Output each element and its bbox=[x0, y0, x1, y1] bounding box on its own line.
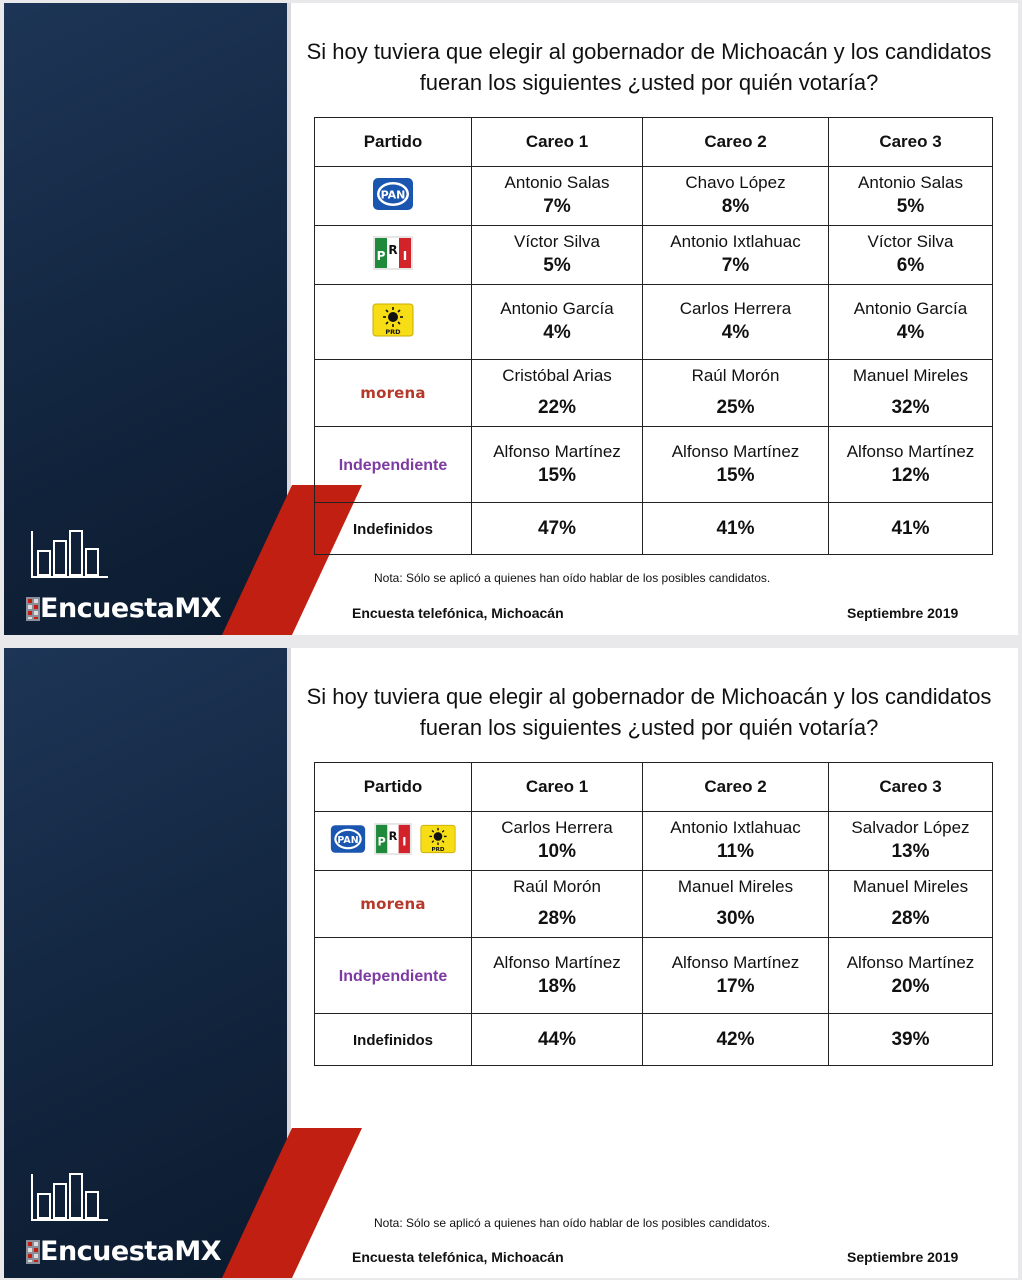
candidate-cell bbox=[829, 938, 993, 1014]
table-row bbox=[315, 812, 993, 871]
candidate-pct: 6% bbox=[896, 255, 925, 276]
candidate-pct: 28% bbox=[891, 908, 930, 929]
candidate-pct: 13% bbox=[891, 841, 930, 862]
candidate-cell bbox=[472, 167, 643, 226]
poll-table bbox=[314, 762, 993, 1066]
header-careo-3: Careo 3 bbox=[829, 763, 993, 812]
brand-name: EncuestaMX bbox=[40, 1236, 222, 1267]
table-row bbox=[315, 938, 993, 1014]
candidate-name: Antonio García bbox=[853, 299, 968, 318]
candidate-name: Alfonso Martínez bbox=[493, 441, 621, 461]
undecided-cell bbox=[643, 503, 829, 555]
undecided-pct: 41% bbox=[716, 517, 755, 539]
slide-title: Si hoy tuviera que elegir al gobernador de Michoacán y los candidatos fueran los siguientes ¿usted por quién votaría? bbox=[306, 684, 992, 740]
pan-logo-text: PAN bbox=[337, 834, 359, 846]
party-cell bbox=[315, 938, 472, 1014]
undecided-pct: 44% bbox=[537, 1028, 577, 1050]
undecided-pct: 47% bbox=[537, 517, 577, 539]
candidate-cell bbox=[472, 871, 643, 938]
pri-letter-i: I bbox=[402, 248, 408, 263]
table-row bbox=[315, 871, 993, 938]
undecided-pct: 41% bbox=[891, 517, 930, 539]
indefinidos-label: Indefinidos bbox=[353, 520, 433, 538]
party-cell bbox=[315, 871, 472, 938]
candidate-cell bbox=[829, 871, 993, 938]
footnote: Nota: Sólo se aplicó a quienes han oído hablar de los posibles candidatos. bbox=[374, 571, 771, 585]
candidate-pct: 4% bbox=[896, 322, 925, 343]
candidate-cell bbox=[472, 812, 643, 871]
candidate-cell bbox=[643, 812, 829, 871]
candidate-cell bbox=[643, 226, 829, 285]
candidate-cell bbox=[472, 360, 643, 427]
candidate-name: Alfonso Martínez bbox=[493, 952, 621, 972]
candidate-name: Alfonso Martínez bbox=[671, 952, 800, 972]
morena-logo: morena bbox=[360, 384, 426, 402]
coalition-logos bbox=[330, 823, 456, 855]
party-cell bbox=[315, 427, 472, 503]
pan-logo-icon bbox=[372, 177, 414, 211]
candidate-pct: 5% bbox=[896, 196, 925, 217]
candidate-cell bbox=[643, 938, 829, 1014]
table-row bbox=[315, 167, 993, 226]
footnote: Nota: Sólo se aplicó a quienes han oído hablar de los posibles candidatos. bbox=[374, 1216, 771, 1230]
candidate-cell bbox=[829, 427, 993, 503]
pan-logo-icon bbox=[330, 823, 366, 855]
candidate-pct: 7% bbox=[721, 255, 750, 276]
party-cell bbox=[315, 812, 472, 871]
candidate-pct: 32% bbox=[891, 397, 930, 418]
undecided-cell bbox=[472, 503, 643, 555]
candidate-name: Víctor Silva bbox=[514, 232, 600, 251]
candidate-cell bbox=[829, 167, 993, 226]
candidate-name: Raúl Morón bbox=[691, 366, 780, 385]
table-header-row bbox=[315, 763, 993, 812]
header-careo-3: Careo 3 bbox=[829, 118, 993, 167]
table-header-row bbox=[315, 118, 993, 167]
candidate-pct: 28% bbox=[537, 908, 577, 929]
slide-1 bbox=[4, 3, 1018, 635]
candidate-cell bbox=[472, 427, 643, 503]
candidate-cell bbox=[643, 167, 829, 226]
candidate-cell bbox=[472, 285, 643, 360]
pri-logo-icon bbox=[373, 236, 413, 270]
survey-method: Encuesta telefónica, Michoacán bbox=[352, 605, 564, 621]
candidate-cell bbox=[829, 812, 993, 871]
table-row bbox=[315, 427, 993, 503]
candidate-name: Manuel Mireles bbox=[852, 877, 969, 896]
brand-logo bbox=[26, 593, 221, 624]
candidate-cell bbox=[829, 226, 993, 285]
candidate-pct: 17% bbox=[716, 975, 755, 997]
candidate-pct: 25% bbox=[716, 397, 755, 418]
undecided-cell bbox=[472, 1014, 643, 1066]
candidate-cell bbox=[472, 938, 643, 1014]
bar-chart-logo-icon bbox=[30, 1166, 110, 1222]
pri-letter-p: P bbox=[376, 248, 386, 263]
table-row bbox=[315, 285, 993, 360]
candidate-pct: 8% bbox=[721, 196, 750, 217]
brand-name: EncuestaMX bbox=[40, 593, 222, 624]
header-partido: Partido bbox=[315, 763, 472, 812]
morena-logo: morena bbox=[360, 895, 426, 913]
slide-2 bbox=[4, 648, 1018, 1278]
prd-logo-text: PRD bbox=[385, 327, 401, 336]
table-row bbox=[315, 226, 993, 285]
candidate-name: Antonio Ixtlahuac bbox=[670, 818, 801, 837]
header-partido: Partido bbox=[315, 118, 472, 167]
pri-logo-icon bbox=[374, 823, 412, 855]
pri-letter-p: P bbox=[377, 835, 386, 849]
slide-title: Si hoy tuviera que elegir al gobernador de Michoacán y los candidatos fueran los siguientes ¿usted por quién votaría? bbox=[306, 39, 992, 95]
header-careo-1: Careo 1 bbox=[472, 118, 643, 167]
table-row bbox=[315, 503, 993, 555]
pri-letter-r: R bbox=[388, 829, 398, 843]
prd-logo-icon bbox=[372, 303, 414, 337]
pri-letter-r: R bbox=[388, 242, 398, 257]
candidate-cell bbox=[643, 285, 829, 360]
undecided-pct: 42% bbox=[716, 1028, 755, 1050]
independiente-label: Independiente bbox=[338, 967, 448, 985]
candidate-name: Antonio Salas bbox=[858, 173, 963, 192]
bar-chart-logo-icon bbox=[30, 523, 110, 579]
pri-letter-i: I bbox=[402, 835, 407, 849]
candidate-cell bbox=[829, 285, 993, 360]
independiente-label: Independiente bbox=[338, 456, 448, 474]
candidate-name: Antonio Ixtlahuac bbox=[670, 232, 801, 251]
survey-date: Septiembre 2019 bbox=[847, 1249, 959, 1265]
undecided-pct: 39% bbox=[891, 1028, 930, 1050]
candidate-pct: 30% bbox=[716, 908, 755, 929]
party-cell bbox=[315, 1014, 472, 1066]
header-careo-2: Careo 2 bbox=[643, 118, 829, 167]
candidate-pct: 5% bbox=[543, 255, 571, 276]
brand-mark-icon bbox=[26, 595, 40, 623]
party-cell bbox=[315, 226, 472, 285]
candidate-name: Manuel Mireles bbox=[677, 877, 794, 896]
candidate-name: Carlos Herrera bbox=[679, 299, 792, 318]
header-careo-1: Careo 1 bbox=[472, 763, 643, 812]
candidate-pct: 22% bbox=[537, 397, 577, 418]
candidate-pct: 10% bbox=[537, 841, 577, 862]
poll-table bbox=[314, 117, 993, 555]
brand-mark-icon bbox=[26, 1238, 40, 1266]
candidate-cell bbox=[643, 427, 829, 503]
candidate-name: Chavo López bbox=[685, 173, 786, 192]
survey-method: Encuesta telefónica, Michoacán bbox=[352, 1249, 564, 1265]
candidate-name: Víctor Silva bbox=[867, 232, 954, 251]
undecided-cell bbox=[643, 1014, 829, 1066]
party-cell bbox=[315, 285, 472, 360]
party-cell bbox=[315, 503, 472, 555]
candidate-name: Antonio Salas bbox=[504, 173, 610, 192]
candidate-cell bbox=[472, 226, 643, 285]
candidate-cell bbox=[829, 360, 993, 427]
candidate-pct: 7% bbox=[543, 196, 571, 217]
table-row bbox=[315, 1014, 993, 1066]
candidate-name: Raúl Morón bbox=[513, 877, 601, 896]
candidate-pct: 20% bbox=[891, 975, 930, 997]
pan-logo-text: PAN bbox=[380, 188, 406, 201]
candidate-pct: 15% bbox=[716, 464, 755, 486]
undecided-cell bbox=[829, 1014, 993, 1066]
header-careo-2: Careo 2 bbox=[643, 763, 829, 812]
candidate-name: Alfonso Martínez bbox=[671, 441, 800, 461]
candidate-cell bbox=[643, 360, 829, 427]
candidate-pct: 11% bbox=[717, 841, 754, 862]
indefinidos-label: Indefinidos bbox=[353, 1031, 433, 1049]
undecided-cell bbox=[829, 503, 993, 555]
candidate-name: Cristóbal Arias bbox=[502, 366, 612, 385]
prd-logo-icon bbox=[420, 823, 456, 855]
candidate-pct: 15% bbox=[537, 464, 577, 486]
candidate-name: Alfonso Martínez bbox=[846, 952, 975, 972]
candidate-cell bbox=[643, 871, 829, 938]
prd-logo-text: PRD bbox=[431, 846, 445, 853]
candidate-pct: 12% bbox=[891, 464, 930, 486]
brand-logo bbox=[26, 1236, 221, 1267]
candidate-name: Alfonso Martínez bbox=[846, 441, 975, 461]
party-cell bbox=[315, 167, 472, 226]
party-cell bbox=[315, 360, 472, 427]
candidate-pct: 18% bbox=[537, 975, 577, 997]
table-row bbox=[315, 360, 993, 427]
candidate-name: Manuel Mireles bbox=[852, 366, 969, 385]
survey-date: Septiembre 2019 bbox=[847, 605, 959, 621]
candidate-name: Carlos Herrera bbox=[501, 818, 613, 837]
candidate-pct: 4% bbox=[543, 322, 571, 343]
candidate-name: Antonio García bbox=[500, 299, 614, 318]
candidate-name: Salvador López bbox=[851, 818, 970, 837]
candidate-pct: 4% bbox=[721, 322, 750, 343]
